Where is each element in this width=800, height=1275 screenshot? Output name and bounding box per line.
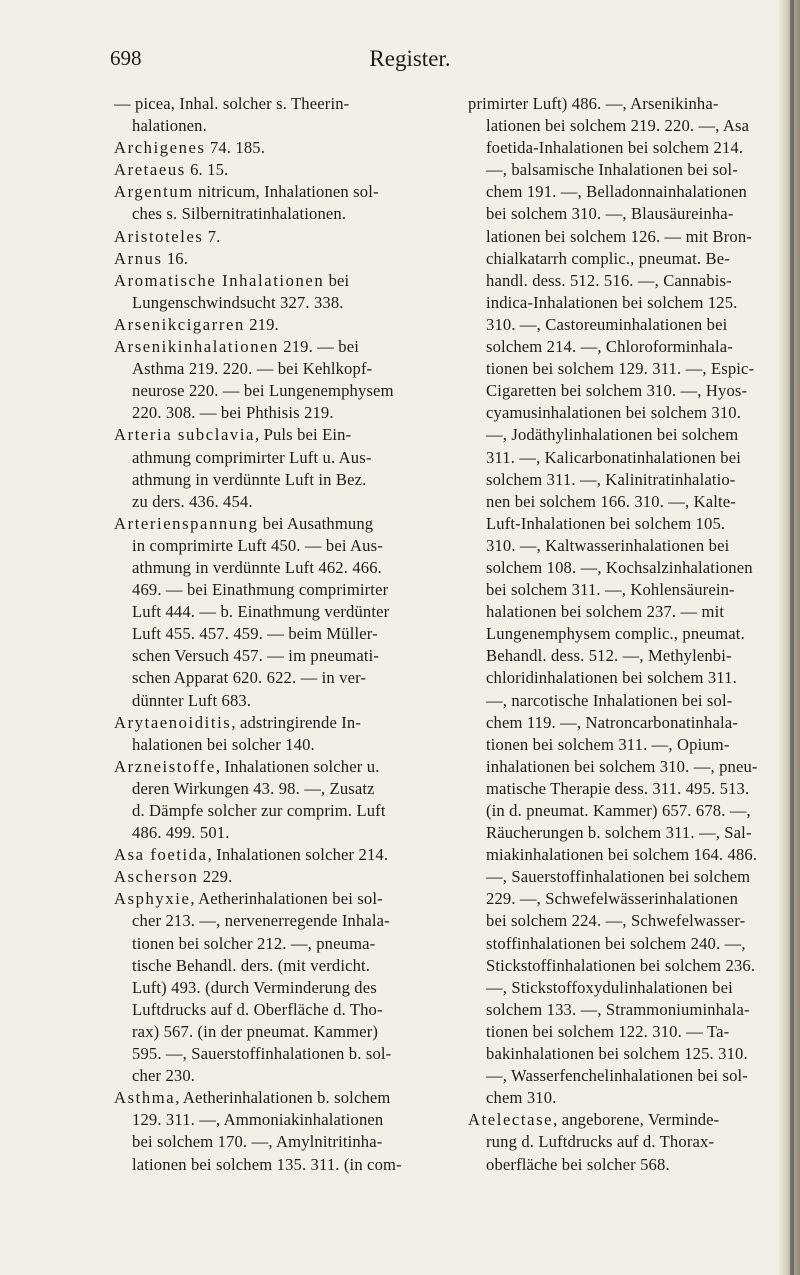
index-entry-line: athmung in verdünnte Luft in Bez. [132, 469, 367, 489]
index-entry [114, 513, 454, 712]
index-headword: Arzneistoffe [114, 756, 216, 776]
index-entry-line: 486. 499. 501. [132, 823, 230, 843]
index-entry-line: Argentum nitricum, Inhalationen sol- [114, 182, 379, 202]
index-headword: Arteria subclavia [114, 425, 255, 445]
index-entry-line: Arzneistoffe, Inhalationen solcher u. [114, 756, 380, 776]
index-entry-line: Lungenschwindsucht 327. 338. [132, 292, 344, 312]
index-entry-line: Arsenikcigarren 219. [114, 314, 279, 334]
index-headword: Argentum [114, 182, 194, 202]
index-entry-line: cyamusinhalationen bei solchem 310. [486, 403, 742, 423]
index-entry-line: —, balsamische Inhalationen bei sol- [486, 160, 738, 180]
index-entry-line: Arterienspannung bei Ausathmung [114, 513, 374, 533]
page-number: 698 [110, 46, 142, 70]
index-entry-line: handl. dess. 512. 516. —, Cannabis- [486, 270, 732, 290]
index-entry-line: —, Stickstoffoxydulinhalationen bei [486, 977, 733, 997]
index-entry-line: solchem 133. —, Strammoniuminhala- [486, 999, 750, 1019]
index-entry [114, 424, 454, 512]
index-entry-line: Ascherson 229. [114, 867, 233, 887]
index-headword: Asthma [114, 1088, 176, 1108]
index-entry-line: 229. —, Schwefelwässerinhalationen [486, 889, 739, 909]
index-entry-line: tionen bei solchem 129. 311. —, Espic- [486, 359, 755, 379]
index-entry-line: bakinhalationen bei solchem 125. 310. [486, 1044, 748, 1064]
index-entry [114, 248, 454, 270]
index-entry-line: bei solchem 310. —, Blausäureinha- [486, 204, 734, 224]
index-entry-line: cher 213. —, nervenerregende Inhala- [132, 911, 390, 931]
index-entry-line: Behandl. dess. 512. —, Methylenbi- [486, 646, 732, 666]
index-entry-line: matische Therapie dess. 311. 495. 513. [486, 778, 750, 798]
index-headword: Arytaenoiditis [114, 712, 232, 732]
index-entry-line: dünnter Luft 683. [132, 690, 252, 710]
index-entry-line: Asthma 219. 220. — bei Kehlkopf- [132, 359, 373, 379]
index-column-left [114, 93, 454, 1176]
index-entry-line: solchem 214. —, Chloroforminhala- [486, 337, 733, 357]
index-entry-line: cher 230. [132, 1066, 196, 1086]
running-head: Register. [369, 46, 451, 71]
index-entry-line: chloridinhalationen bei solchem 311. [486, 668, 737, 688]
index-entry-line: 220. 308. — bei Phthisis 219. [132, 403, 334, 423]
index-entry-line: rung d. Luftdrucks auf d. Thorax- [486, 1132, 715, 1152]
index-entry-line: d. Dämpfe solcher zur comprim. Luft [132, 801, 386, 820]
index-entry-line: neurose 220. — bei Lungenemphysem [132, 381, 394, 401]
index-entry [114, 756, 454, 844]
index-entry-line: zu ders. 436. 454. [132, 491, 253, 511]
index-entry-line: in comprimirte Luft 450. — bei Aus- [132, 535, 383, 555]
index-entry-line: schen Apparat 620. 622. — in ver- [132, 668, 367, 688]
index-entry-line: 310. —, Castoreuminhalationen bei [486, 314, 728, 334]
index-headword: Asphyxie [114, 889, 191, 909]
index-entry-line: Luftdrucks auf d. Oberfläche d. Tho- [132, 999, 383, 1019]
index-entry-line: Luft 455. 457. 459. — beim Müller- [132, 624, 378, 644]
index-headword: Arsenikcigarren [114, 314, 245, 334]
index-entry-line: lationen bei solchem 219. 220. —, Asa [486, 116, 750, 136]
index-entry-line: (in d. pneumat. Kammer) 657. 678. —, [486, 801, 751, 820]
index-entry [468, 93, 780, 1109]
index-entry-line: Arsenikinhalationen 219. — bei [114, 337, 359, 357]
index-entry [114, 181, 454, 225]
index-entry-line: Luft-Inhalationen bei solchem 105. [486, 513, 726, 533]
index-entry-line: Räucherungen b. solchem 311. —, Sal- [486, 823, 752, 843]
index-entry-line: 469. — bei Einathmung comprimirter [132, 580, 389, 600]
index-entry [114, 226, 454, 248]
index-entry-line: chem 310. [486, 1088, 557, 1108]
index-entry-line: Lungenemphysem complic., pneumat. [486, 624, 745, 644]
index-headword: Aristoteles [114, 226, 204, 246]
index-entry-line: chialkatarrh complic., pneumat. Be- [486, 248, 730, 268]
index-entry [468, 1109, 780, 1175]
index-entry [114, 159, 454, 181]
index-entry-line: chem 191. —, Belladonnainhalationen [486, 182, 748, 202]
index-entry [114, 314, 454, 336]
index-entry-line: —, Sauerstoffinhalationen bei solchem [486, 867, 751, 887]
binding-stripe [790, 0, 794, 1275]
index-entry-line: rax) 567. (in der pneumat. Kammer) [132, 1021, 379, 1041]
book-binding-edge [778, 0, 800, 1275]
index-entry [114, 336, 454, 424]
index-entry [114, 712, 454, 756]
index-entry-line: halationen bei solcher 140. [132, 734, 315, 754]
index-entry-line: Aretaeus 6. 15. [114, 160, 229, 180]
index-entry-line: 311. —, Kalicarbonatinhalationen bei [486, 447, 741, 467]
index-entry [114, 866, 454, 888]
index-entry-line: lationen bei solchem 135. 311. (in com- [132, 1154, 402, 1174]
index-entry-line: Arteria subclavia, Puls bei Ein- [114, 425, 352, 445]
index-entry-line: solchem 311. —, Kalinitratinhalatio- [486, 469, 736, 489]
index-entry-line: bei solchem 170. —, Amylnitritinha- [132, 1132, 383, 1152]
index-entry-line: solchem 108. —, Kochsalzinhalationen [486, 557, 753, 577]
index-entry [114, 1087, 454, 1175]
index-entry [114, 137, 454, 159]
index-entry [114, 93, 454, 137]
index-headword: Archigenes [114, 138, 206, 158]
index-entry-line: —, Wasserfenchelinhalationen bei sol- [486, 1066, 748, 1086]
index-entry [114, 844, 454, 866]
index-entry-line: Aromatische Inhalationen bei [114, 270, 350, 290]
index-headword: Arsenikinhalationen [114, 337, 279, 357]
index-entry-line: miakinhalationen bei solchem 164. 486. [486, 845, 758, 865]
index-entry-line: nen bei solchem 166. 310. —, Kalte- [486, 491, 736, 511]
index-entry-line: tische Behandl. ders. (mit verdicht. [132, 955, 371, 975]
index-entry-line: —, narcotische Inhalationen bei sol- [486, 690, 733, 710]
index-entry-line: stoffinhalationen bei solchem 240. —, [486, 933, 746, 953]
index-entry-line: tionen bei solchem 122. 310. — Ta- [486, 1021, 730, 1041]
index-entry-line: indica-Inhalationen bei solchem 125. [486, 292, 738, 312]
index-entry-line: Asthma, Aetherinhalationen b. solchem [114, 1088, 391, 1108]
index-entry-line: — picea, Inhal. solcher s. Theerin- [114, 94, 350, 113]
index-entry [114, 270, 454, 314]
index-entry-line: —, Jodäthylinhalationen bei solchem [486, 425, 739, 445]
index-entry-line: bei solchem 224. —, Schwefelwasser- [486, 911, 746, 931]
index-entry-line: bei solchem 311. —, Kohlensäurein- [486, 580, 735, 600]
index-entry-line: chem 119. —, Natroncarbonatinhala- [486, 712, 738, 732]
index-entry-line: Stickstoffinhalationen bei solchem 236. [486, 955, 756, 975]
index-entry-line: tionen bei solcher 212. —, pneuma- [132, 933, 376, 953]
index-entry-line: 310. —, Kaltwasserinhalationen bei [486, 535, 730, 555]
index-headword: Ascherson [114, 867, 199, 887]
index-entry-line: primirter Luft) 486. —, Arsenikinha- [468, 94, 719, 113]
index-entry-line: ches s. Silbernitratinhalationen. [132, 204, 347, 224]
index-entry-line: inhalationen bei solchem 310. —, pneu- [486, 756, 758, 776]
index-entry-line: Arytaenoiditis, adstringirende In- [114, 712, 362, 732]
index-entry-line: Asphyxie, Aetherinhalationen bei sol- [114, 889, 383, 909]
index-entry-line: Aristoteles 7. [114, 226, 221, 246]
index-entry-line: Atelectase, angeborene, Verminde- [468, 1110, 720, 1130]
index-entry-line: schen Versuch 457. — im pneumati- [132, 646, 380, 666]
index-entry-line: 595. —, Sauerstoffinhalationen b. sol- [132, 1044, 392, 1064]
index-entry [114, 888, 454, 1087]
index-entry-line: deren Wirkungen 43. 98. —, Zusatz [132, 778, 375, 798]
index-entry-line: Luft) 493. (durch Verminderung des [132, 977, 377, 997]
page-header [110, 46, 710, 76]
index-entry-line: Asa foetida, Inhalationen solcher 214. [114, 845, 389, 865]
index-entry-line: Arnus 16. [114, 248, 189, 268]
index-headword: Arnus [114, 248, 163, 268]
index-entry-line: tionen bei solchem 311. —, Opium- [486, 734, 730, 754]
index-entry-line: halationen. [132, 116, 207, 136]
index-entry-line: athmung comprimirter Luft u. Aus- [132, 447, 372, 467]
index-headword: Arterienspannung [114, 513, 259, 533]
index-entry-line: athmung in verdünnte Luft 462. 466. [132, 557, 382, 577]
index-entry-line: foetida-Inhalationen bei solchem 214. [486, 138, 744, 158]
index-entry-line: oberfläche bei solcher 568. [486, 1154, 670, 1174]
index-entry-line: Cigaretten bei solchem 310. —, Hyos- [486, 381, 748, 401]
index-headword: Asa foetida [114, 845, 208, 865]
index-headword: Aromatische Inhalationen [114, 270, 325, 290]
index-entry-line: halationen bei solchem 237. — mit [486, 602, 725, 622]
index-headword: Atelectase [468, 1110, 554, 1130]
index-entry-line: Luft 444. — b. Einathmung verdünter [132, 602, 390, 622]
index-entry-line: Archigenes 74. 185. [114, 138, 266, 158]
index-column-right [468, 93, 780, 1176]
index-entry-line: 129. 311. —, Ammoniakinhalationen [132, 1110, 384, 1130]
index-entry-line: lationen bei solchem 126. — mit Bron- [486, 226, 752, 246]
index-headword: Aretaeus [114, 160, 186, 180]
